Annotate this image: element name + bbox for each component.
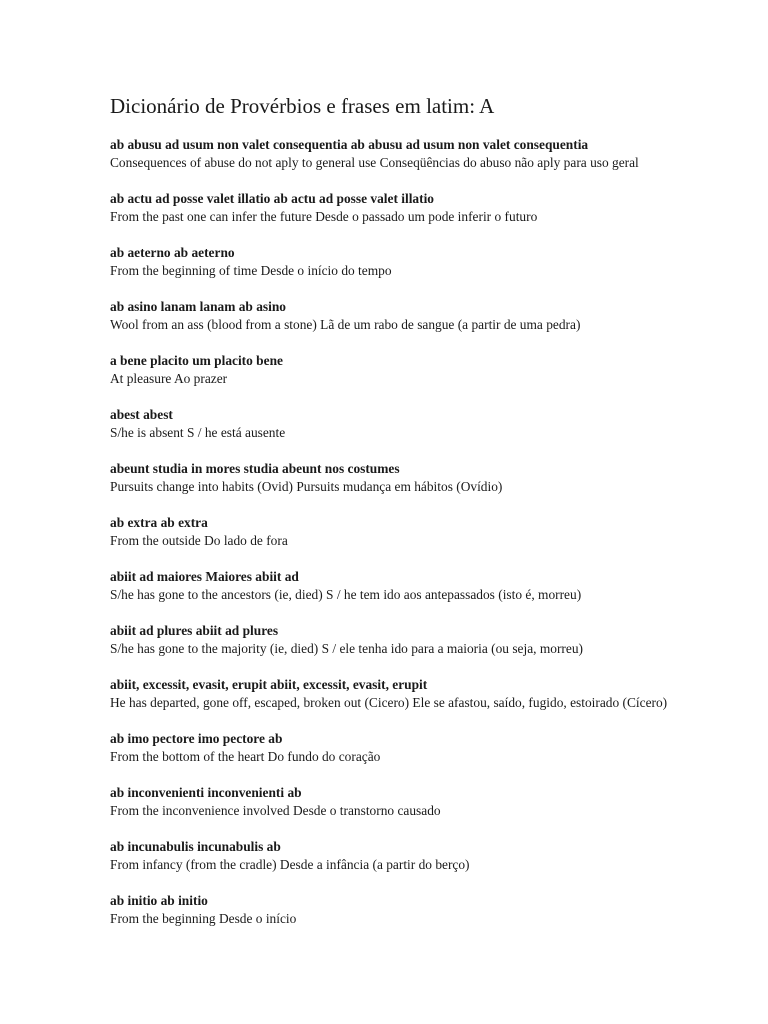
document-page (110, 92, 670, 946)
entry-term: ab aeterno ab aeterno (110, 245, 235, 260)
entry-definition: He has departed, gone off, escaped, broken out (Cicero) Ele se afastou, saído, fugido, estoirado (Cícero) (110, 695, 668, 710)
page-title: Dicionário de Provérbios e frases em latim: A (110, 94, 495, 118)
entry-definition: At pleasure Ao prazer (110, 371, 228, 386)
entry-definition: From the inconvenience involved Desde o transtorno causado (110, 803, 441, 818)
entry-definition: S/he has gone to the ancestors (ie, died) S / he tem ido aos antepassados (isto é, morreu) (110, 587, 582, 602)
entry-definition: From infancy (from the cradle) Desde a infância (a partir do berço) (110, 857, 470, 872)
entry-term: abiit ad maiores Maiores abiit ad (110, 569, 299, 584)
entry-14 (110, 838, 670, 874)
entry-8 (110, 514, 670, 550)
entry-9 (110, 568, 670, 604)
entry-list (110, 136, 670, 928)
entry-term: ab inconvenienti inconvenienti ab (110, 785, 302, 800)
entry-5 (110, 352, 670, 388)
entry-11 (110, 676, 670, 712)
entry-4 (110, 298, 670, 334)
entry-term: ab initio ab initio (110, 893, 208, 908)
entry-definition: From the outside Do lado de fora (110, 533, 288, 548)
entry-term: abiit ad plures abiit ad plures (110, 623, 279, 638)
entry-term: abeunt studia in mores studia abeunt nos costumes (110, 461, 400, 476)
entry-definition: Wool from an ass (blood from a stone) Lã de um rabo de sangue (a partir de uma pedra) (110, 317, 581, 332)
entry-definition: From the beginning Desde o início (110, 911, 297, 926)
entry-definition: S/he has gone to the majority (ie, died) S / ele tenha ido para a maioria (ou seja, morreu) (110, 641, 583, 656)
entry-term: ab extra ab extra (110, 515, 208, 530)
entry-term: ab incunabulis incunabulis ab (110, 839, 281, 854)
entry-6 (110, 406, 670, 442)
entry-definition: Consequences of abuse do not aply to general use Conseqüências do abuso não aply para uso geral (110, 155, 639, 170)
entry-3 (110, 244, 670, 280)
entry-1 (110, 136, 670, 172)
entry-definition: From the bottom of the heart Do fundo do coração (110, 749, 381, 764)
entry-13 (110, 784, 670, 820)
entry-definition: From the past one can infer the future Desde o passado um pode inferir o futuro (110, 209, 538, 224)
entry-12 (110, 730, 670, 766)
entry-term: abest abest (110, 407, 173, 422)
entry-term: abiit, excessit, evasit, erupit abiit, excessit, evasit, erupit (110, 677, 428, 692)
entry-10 (110, 622, 670, 658)
entry-7 (110, 460, 670, 496)
entry-term: ab actu ad posse valet illatio ab actu ad posse valet illatio (110, 191, 434, 206)
entry-term: ab imo pectore imo pectore ab (110, 731, 283, 746)
entry-15 (110, 892, 670, 928)
entry-definition: Pursuits change into habits (Ovid) Pursuits mudança em hábitos (Ovídio) (110, 479, 503, 494)
entry-definition: From the beginning of time Desde o início do tempo (110, 263, 392, 278)
entry-2 (110, 190, 670, 226)
entry-term: ab asino lanam lanam ab asino (110, 299, 286, 314)
entry-term: a bene placito um placito bene (110, 353, 283, 368)
entry-term: ab abusu ad usum non valet consequentia ab abusu ad usum non valet consequentia (110, 137, 589, 152)
entry-definition: S/he is absent S / he está ausente (110, 425, 286, 440)
